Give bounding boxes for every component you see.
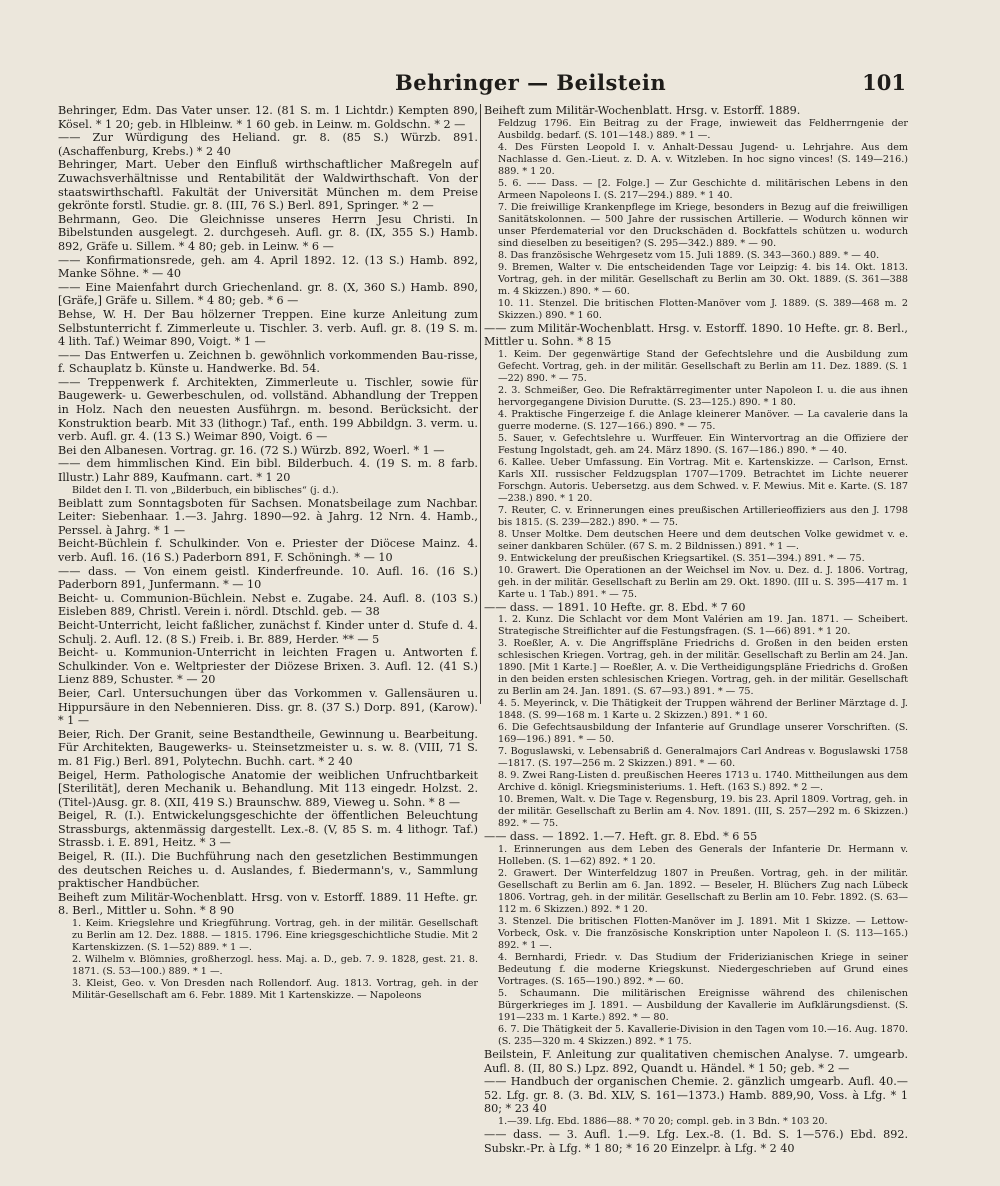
entry-contents: [58, 918, 478, 1002]
entry-contents-line: 7. Boguslawski, v. Lebensabriß d. Generalmajors Carl Andreas v. Boguslawski 1758—1817. (S. 197—256 m. 2 Skizzen.) 891. * — 60.: [498, 746, 908, 770]
bibliography-entry: [58, 281, 478, 308]
entry-contents-line: 1. 2. Kunz. Die Schlacht vor dem Mont Valérien am 19. Jan. 1871. — Scheibert. Strategische Streiflichter auf die Festungsfragen. (S. 1—66) 891. * 1 20.: [498, 614, 908, 638]
bibliography-entry: [58, 769, 478, 810]
entry-contents-line: 3. Roeßler, A. v. Die Angriffspläne Friedrichs d. Großen in den beiden ersten schlesischen Kriegen. Vortrag, geh. in der militär. Gesellschaft zu Berlin am 24. Jan. 1890. [Mit 1 Karte.] — Roeßler, A. v. Die Vertheidigungspläne Friedrichs d. Großen in den beiden ersten schlesischen Kriegen. Vortrag, geh. in der militär. Gesellschaft zu Berlin am 24. Jan. 1891. (S. 67—93.) 891. * — 75.: [498, 638, 909, 698]
bibliography-entry: [58, 537, 478, 564]
bibliography-entry: [58, 891, 478, 1002]
entry-contents-line: 2. Grawert. Der Winterfeldzug 1807 in Preußen. Vortrag, geh. in der militär. Gesellschaft zu Berlin am 6. Jan. 1892. — Beseler, H. Blüchers Zug nach Lübeck 1806. Vortrag, geh. in der militär. Gesellschaft zu Berlin am 10. Febr. 1892. (S. 63—112 m. 6 Skizzen.) 892. * 1 20.: [498, 867, 908, 915]
entry-contents-line: 8. 9. Zwei Rang-Listen d. preußischen Heeres 1713 u. 1740. Mittheilungen aus dem Archive d. königl. Kriegsministeriums. 1. Heft. (163 S.) 892. * 2 —.: [498, 770, 908, 794]
column-divider: [480, 104, 481, 704]
entry-text: —— Das Entwerfen u. Zeichnen b. gewöhnlich vorkommenden Bau-risse, f. Schauplatz b. Künste u. Handwerke. Bd. 54.: [58, 348, 478, 376]
running-header: [0, 70, 1000, 100]
entry-text: Beiblatt zum Sonntagsboten für Sachsen. Monatsbeilage zum Nachbar. Leiter: Siebenhaar. 1.—3. Jahrg. 1890—92. à Jahrg. 12 Nrn. 4. Hamb., Perssel. à Jahrg. * 1 —: [58, 496, 478, 537]
entry-contents-line: 6. Die Gefechtsausbildung der Infanterie auf Grundlage unserer Vorschriften. (S. 169—196.) 891. * — 50.: [498, 722, 908, 746]
entry-contents-line: 3. Kleist, Geo. v. Von Dresden nach Rollendorf. Aug. 1813. Vortrag, geh. in der Militär-Gesellschaft am 6. Febr. 1889. Mit 1 Kartenskizze. — Napoleons: [72, 978, 478, 1002]
entry-text: —— Handbuch der organischen Chemie. 2. gänzlich umgearb. Aufl. 40.—52. Lfg. gr. 8. (3. Bd. XLV, S. 161—1373.) Hamb. 889,90, Voss. à Lfg. * 1 80; * 23 40: [484, 1075, 908, 1116]
bibliography-entry: [58, 728, 478, 769]
entry-text: —— Eine Maienfahrt durch Griechenland. gr. 8. (X, 360 S.) Hamb. 890, [Gräfe,] Gräfe u. Sillem. * 4 80; geb. * 6 —: [58, 280, 478, 308]
right-column: [484, 104, 908, 1155]
entry-contents-line: Bildet den I. Tl. von „Bilderbuch, ein biblisches“ (j. d.).: [72, 484, 339, 496]
entry-text: Beicht- u. Kommunion-Unterricht in leichten Fragen u. Antworten f. Schulkinder. Von e. Weltpriester der Diözese Brixen. 3. Aufl. 12. (41 S.) Lienz 889, Schuster. * — 20: [58, 646, 478, 687]
entry-contents-line: Feldzug 1796. Ein Beitrag zu der Frage, inwieweit das Feldherrngenie der Ausbildg. bedarf. (S. 101—148.) 889. * 1 —.: [498, 117, 908, 141]
page-number: 101: [862, 70, 906, 95]
bibliography-entry: [58, 809, 478, 850]
entry-text: Behringer, Edm. Das Vater unser. 12. (81 S. m. 1 Lichtdr.) Kempten 890, Kösel. * 1 20; geb. in Hlbleinw. * 1 60 geb. in Leinw. m. Goldschn. * 2 —: [58, 104, 478, 131]
entry-text: Behse, W. H. Der Bau hölzerner Treppen. Eine kurze Anleitung zum Selbstunterricht f. Zimmerleute u. Tischler. 3. verb. Aufl. gr. 8. (19 S. m. 4 lith. Taf.) Weimar 890, Voigt. * 1 —: [58, 307, 478, 349]
entry-text: —— zum Militär-Wochenblatt. Hrsg. v. Estorff. 1890. 10 Hefte. gr. 8. Berl., Mittler u. Sohn. * 8 15: [484, 321, 908, 349]
bibliography-entry: [58, 376, 478, 444]
entry-text: Beicht-Büchlein f. Schulkinder. Von e. Priester der Diöcese Mainz. 4. verb. Aufl. 16. (16 S.) Paderborn 891, F. Schöningh. * — 10: [58, 537, 478, 564]
entry-text: Beiheft zum Militär-Wochenblatt. Hrsg. v. Estorff. 1889.: [484, 104, 801, 117]
entry-contents-line: 5. Schaumann. Die militärischen Ereignisse während des chilenischen Bürgerkrieges im J. 1891. — Ausbildung der Kavallerie im Aufklärungsdienst. (S. 191—233 m. 1 Karte.) 892. * — 80.: [498, 987, 908, 1023]
entry-text: Beier, Carl. Untersuchungen über das Vorkommen v. Gallensäuren u. Hippursäure in den Nebennieren. Diss. gr. 8. (37 S.) Dorp. 891, (Karow). * 1 —: [58, 686, 478, 728]
entry-contents-line: 10. Bremen, Walt. v. Die Tage v. Regensburg, 19. bis 23. April 1809. Vortrag, geh. in der militär. Gesellschaft zu Berlin am 4. Nov. 1891. (III, S. 257—292 m. 6 Skizzen.) 892. * — 75.: [498, 794, 908, 830]
entry-contents-line: 7. Die freiwillige Krankenpflege im Kriege, besonders in Bezug auf die freiwilligen Sanitätskolonnen. — 500 Jahre der russischen Artillerie. — Wodurch können wir unser Pferdematerial vor den Druckschäden d. Bockfattels schützen u. wodurch sind dieselben zu beseitigen? (S. 295—342.) 889. * — 90.: [498, 201, 908, 249]
entry-contents-line: 8. Das französische Wehrgesetz vom 15. Juli 1889. (S. 343—360.) 889. * — 40.: [498, 249, 880, 261]
entry-contents-line: 10. Grawert. Die Operationen an der Weichsel im Nov. u. Dez. d. J. 1806. Vortrag, geh. in der militär. Gesellschaft zu Berlin am 29. Okt. 1890. (III u. S. 395—417 m. 1 Karte u. 1 Tab.) 891. * — 75.: [498, 564, 908, 600]
bibliography-entry: [58, 158, 478, 212]
entry-text: —— Konfirmationsrede, geh. am 4. April 1892. 12. (13 S.) Hamb. 892, Manke Söhne. * — 40: [58, 253, 478, 281]
bibliography-entry: [484, 601, 908, 831]
entry-contents-line: 4. Praktische Fingerzeige f. die Anlage kleinerer Manöver. — La cavalerie dans la guerre moderne. (S. 127—166.) 890. * — 75.: [498, 408, 908, 432]
entry-text: Beiheft zum Militär-Wochenblatt. Hrsg. von v. Estorff. 1889. 11 Hefte. gr. 8. Berl., Mittler u. Sohn. * 8 90: [58, 890, 478, 918]
bibliography-entry: [58, 349, 478, 376]
entry-text: Bei den Albanesen. Vortrag. gr. 16. (72 S.) Würzb. 892, Woerl. * 1 —: [58, 443, 445, 457]
entry-contents-line: 5. Sauer, v. Gefechtslehre u. Wurffeuer. Ein Wintervortrag an die Offiziere der Festung Ingolstadt, geh. am 24. März 1890. (S. 167—186.) 890. * — 40.: [498, 432, 908, 456]
bibliography-entry: [58, 254, 478, 281]
bibliography-entry: [58, 592, 478, 619]
entry-text: —— dem himmlischen Kind. Ein bibl. Bilderbuch. 4. (19 S. m. 8 farb. Illustr.) Lahr 889, Kaufmann. cart. * 1 20: [58, 457, 478, 485]
entry-contents-line: 9. Entwickelung der preußischen Kriegsartikel. (S. 351—394.) 891. * — 75.: [498, 552, 865, 564]
bibliography-entry: [58, 213, 478, 254]
bibliography-entry: [484, 1128, 908, 1155]
entry-text: —— dass. — 3. Aufl. 1.—9. Lfg. Lex.-8. (1. Bd. S. 1—576.) Ebd. 892. Subskr.-Pr. à Lfg. * 1 80; * 16 20 Einzelpr. à Lfg. * 2 40: [484, 1127, 908, 1155]
entry-contents-line: 5. 6. —— Dass. — [2. Folge.] — Zur Geschichte d. militärischen Lebens in den Armeen Napoleons I. (S. 217—294.) 889. * 1 40.: [498, 177, 908, 201]
bibliography-entry: [58, 104, 478, 131]
entry-contents-line: 2. 3. Schmeißer, Geo. Die Refraktärregimenter unter Napoleon I. u. die aus ihnen hervorgegangene Division Durutte. (S. 23—125.) 890. * 1 80.: [498, 384, 908, 408]
page-title: Behringer — Beilstein: [395, 70, 667, 95]
left-column: [58, 104, 478, 1002]
entry-contents-line: 7. Reuter, C. v. Erinnerungen eines preußischen Artillerieoffiziers aus den J. 1798 bis 1815. (S. 239—282.) 890. * — 75.: [498, 504, 908, 528]
entry-text: —— dass. — 1891. 10 Hefte. gr. 8. Ebd. * 7 60: [484, 600, 746, 614]
entry-contents-line: 6. 7. Die Thätigkeit der 5. Kavallerie-Division in den Tagen vom 10.—16. Aug. 1870. (S. 235—320 m. 4 Skizzen.) 892. * 1 75.: [498, 1023, 908, 1047]
entry-text: Beigel, R. (II.). Die Buchführung nach den gesetzlichen Bestimmungen des deutschen Reiches u. d. Auslandes, f. Biedermann's, v., Sammlung praktischer Handbücher.: [58, 850, 478, 891]
bibliography-entry: [484, 830, 908, 1048]
entry-text: —— Treppenwerk f. Architekten, Zimmerleute u. Tischler, sowie für Baugewerk- u. Gewerbeschulen, od. vollständ. Abhandlung der Treppen in Holz. Nach den neuesten Ausführgn. m. besond. Berücksicht. der Konstruktion bearb. Mit 33 (lithogr.) Taf., enth. 199 Abbildgn. 3. verm. u. verb. Aufl. gr. 4. (13 S.) Weimar 890, Voigt. 6 —: [58, 375, 478, 444]
entry-text: —— dass. — Von einem geistl. Kinderfreunde. 10. Aufl. 16. (16 S.) Paderborn 891, Junfermann. * — 10: [58, 564, 478, 592]
bibliography-entry: [58, 565, 478, 592]
entry-contents-line: 8. Unser Moltke. Dem deutschen Heere und dem deutschen Volke gewidmet v. e. seiner dankbaren Schüler. (67 S. m. 2 Bildnissen.) 891. * 1 —.: [498, 528, 908, 552]
entry-contents-line: 1. Keim. Der gegenwärtige Stand der Gefechtslehre und die Ausbildung zum Gefecht. Vortrag, geh. in der militär. Gesellschaft zu Berlin am 11. Dez. 1889. (S. 1—22) 890. * — 75.: [498, 348, 908, 384]
bibliography-entry: [484, 1075, 908, 1128]
entry-text: Beigel, Herm. Pathologische Anatomie der weiblichen Unfruchtbarkeit [Sterilität], deren Mechanik u. Behandlung. Mit 113 eingedr. Holzst. 2. (Titel-)Ausg. gr. 8. (XII, 419 S.) Braunschw. 889, Vieweg u. Sohn. * 8 —: [58, 768, 478, 809]
entry-contents-line: 6. Kallee. Ueber Umfassung. Ein Vortrag. Mit e. Kartenskizze. — Carlson, Ernst. Karls XII. russischer Feldzugsplan 1707—1709. Betrachtet im Lichte neuerer Forschgn. Autoris. Uebersetzg. aus dem Schwed. v. F. Mewius. Mit e. Karte. (S. 187—238.) 890. * 1 20.: [498, 456, 908, 504]
entry-text: Beier, Rich. Der Granit, seine Bestandtheile, Gewinnung u. Bearbeitung. Für Architekten, Baugewerks- u. Steinsetzmeister u. s. w. 8. (VIII, 71 S. m. 81 Fig.) Berl. 891, Polytechn. Buchh. cart. * 2 40: [58, 727, 478, 768]
entry-contents-line: 2. Wilhelm v. Blömnies, großherzogl. hess. Maj. a. D., geb. 7. 9. 1828, gest. 21. 8. 1871. (S. 53—100.) 889. * 1 —.: [72, 954, 478, 978]
entry-text: —— Zur Würdigung des Heliand. gr. 8. (85 S.) Würzb. 891. (Aschaffenburg, Krebs.) * 2 40: [58, 131, 478, 158]
entry-text: Beicht- u. Communion-Büchlein. Nebst e. Zugabe. 24. Aufl. 8. (103 S.) Eisleben 889, Christl. Verein i. nördl. Dtschld. geb. — 38: [58, 591, 478, 619]
entry-contents: [58, 485, 478, 497]
entry-contents: [484, 118, 908, 322]
bibliography-entry: [484, 322, 908, 601]
entry-text: —— dass. — 1892. 1.—7. Heft. gr. 8. Ebd. * 6 55: [484, 830, 758, 844]
bibliography-entry: [58, 497, 478, 538]
entry-contents-line: 4. Bernhardi, Friedr. v. Das Studium der Friderizianischen Kriege in seiner Bedeutung f. die moderne Kriegskunst. Niedergeschrieben auf Grund eines Vortrages. (S. 165—190.) 892. * — 60.: [498, 951, 908, 987]
entry-contents-line: 3. Stenzel. Die britischen Flotten-Manöver im J. 1891. Mit 1 Skizze. — Lettow-Vorbeck, Osk. v. Die französische Konskription unter Napoleon I. (S. 113—165.) 892. * 1 —.: [498, 915, 908, 951]
entry-text: Behringer, Mart. Ueber den Einfluß wirthschaftlicher Maßregeln auf Zuwachsverhältnisse und Rentabilität der Waldwirthschaft. Von der staatswirthschaftl. Fakultät der Universität München m. dem Preise gekrönte forstl. Studie. gr. 8. (III, 76 S.) Berl. 891, Springer. * 2 —: [58, 158, 478, 213]
entry-contents-line: 1. Keim. Kriegslehre und Kriegführung. Vortrag, geh. in der militär. Gesellschaft zu Berlin am 12. Dez. 1888. — 1815. 1796. Eine kriegsgeschichtliche Studie. Mit 2 Kartenskizzen. (S. 1—52) 889. * 1 —.: [72, 918, 478, 954]
bibliography-entry: [58, 457, 478, 496]
entry-contents-line: 1.—39. Lfg. Ebd. 1886—88. * 70 20; compl. geb. in 3 Bdn. * 103 20.: [498, 1115, 828, 1127]
entry-contents-line: 10. 11. Stenzel. Die britischen Flotten-Manöver vom J. 1889. (S. 389—468 m. 2 Skizzen.) 890. * 1 60.: [498, 297, 908, 321]
entry-text: Beicht-Unterricht, leicht faßlicher, zunächst f. Kinder unter d. Stufe d. 4. Schulj. 2. Aufl. 12. (8 S.) Freib. i. Br. 889, Herder. ** — 5: [58, 618, 478, 646]
entry-contents-line: 4. 5. Meyerinck, v. Die Thätigkeit der Truppen während der Berliner Märztage d. J. 1848. (S. 99—168 m. 1 Karte u. 2 Skizzen.) 891. * 1 60.: [498, 698, 908, 722]
entry-contents: [484, 614, 908, 830]
bibliography-entry: [58, 687, 478, 728]
entry-contents-line: 4. Des Fürsten Leopold I. v. Anhalt-Dessau Jugend- u. Lehrjahre. Aus dem Nachlasse d. Gen.-Lieut. z. D. A. v. Witzleben. In hoc signo vinces! (S. 149—216.) 889. * 1 20.: [498, 141, 908, 177]
entry-contents-line: 9. Bremen, Walter v. Die entscheidenden Tage vor Leipzig: 4. bis 14. Okt. 1813. Vortrag, geh. in der militär. Gesellschaft zu Berlin am 30. Okt. 1889. (S. 361—388 m. 4 Skizzen.) 890. * — 60.: [498, 261, 908, 297]
entry-contents-line: 1. Erinnerungen aus dem Leben des Generals der Infanterie Dr. Hermann v. Holleben. (S. 1—62) 892. * 1 20.: [498, 843, 908, 867]
entry-text: Beigel, R. (I.). Entwickelungsgeschichte der öffentlichen Beleuchtung Strassburgs, aktenmässig dargestellt. Lex.-8. (V, 85 S. m. 4 lithogr. Taf.) Strassb. i. E. 891, Heitz. * 3 —: [58, 809, 478, 850]
entry-contents: [484, 844, 908, 1048]
bibliography-entry: [58, 850, 478, 891]
bibliography-entry: [58, 131, 478, 158]
bibliography-entry: [484, 1048, 908, 1075]
bibliography-entry: [58, 619, 478, 646]
bibliography-entry: [58, 308, 478, 349]
bibliography-entry: [484, 104, 908, 322]
entry-contents: [484, 1116, 908, 1128]
entry-text: Beilstein, F. Anleitung zur qualitativen chemischen Analyse. 7. umgearb. Aufl. 8. (II, 80 S.) Lpz. 892, Quandt u. Händel. * 1 50; geb. * 2 —: [484, 1047, 908, 1075]
bibliography-entry: [58, 444, 478, 458]
entry-contents: [484, 349, 908, 601]
bibliography-entry: [58, 646, 478, 687]
entry-text: Behrmann, Geo. Die Gleichnisse unseres Herrn Jesu Christi. In Bibelstunden ausgelegt. 2. durchgeseh. Aufl. gr. 8. (IX, 355 S.) Hamb. 892, Gräfe u. Sillem. * 4 80; geb. in Leinw. * 6 —: [58, 212, 478, 253]
